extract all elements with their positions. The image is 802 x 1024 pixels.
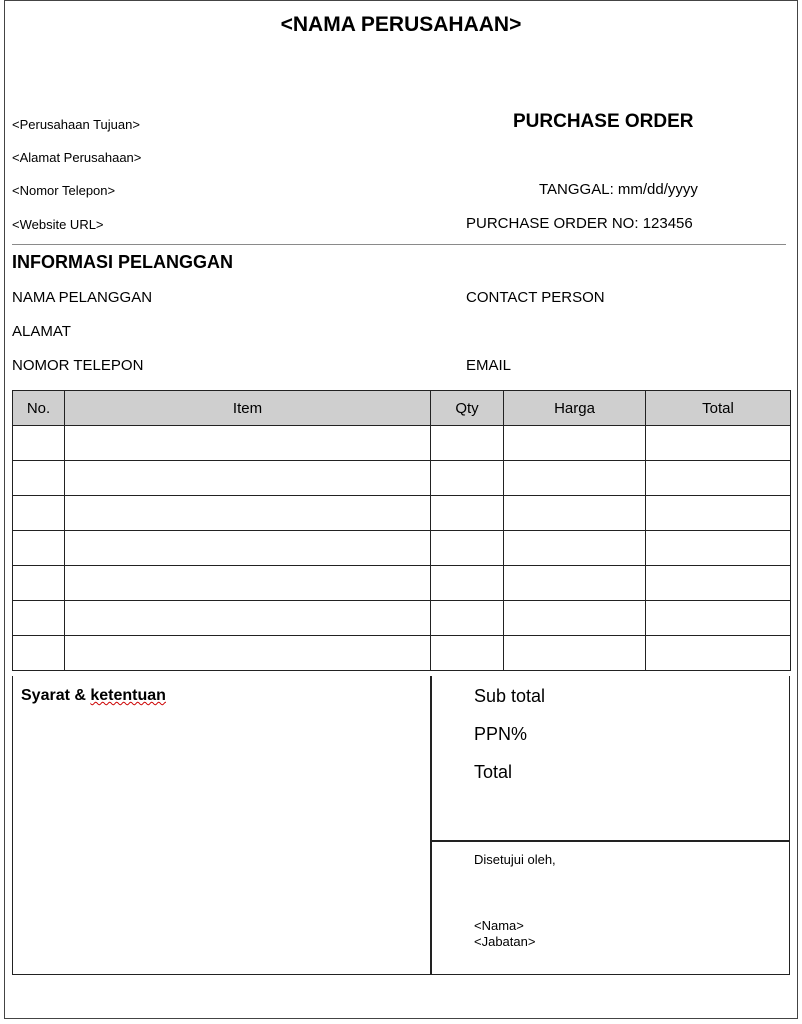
table-cell: [65, 531, 431, 566]
subtotal-label: Sub total: [474, 686, 546, 706]
contact-person-label: CONTACT PERSON: [466, 289, 605, 306]
table-row: [13, 636, 791, 671]
table-cell: [646, 601, 791, 636]
column-header-harga: Harga: [504, 391, 646, 426]
customer-section-title: INFORMASI PELANGGAN: [12, 252, 234, 272]
table-cell: [431, 461, 504, 496]
recipient-company: <Perusahaan Tujuan>: [12, 117, 140, 132]
date-line: TANGGAL: mm/dd/yyyy: [539, 181, 698, 198]
table-cell: [13, 461, 65, 496]
table-cell: [431, 496, 504, 531]
table-cell: [646, 636, 791, 671]
terms-summary-box: [12, 676, 790, 975]
table-cell: [13, 636, 65, 671]
table-cell: [646, 566, 791, 601]
table-cell: [646, 531, 791, 566]
customer-address-label: ALAMAT: [12, 323, 71, 340]
column-header-item: Item: [65, 391, 431, 426]
table-row: [13, 426, 791, 461]
customer-name-label: NAMA PELANGGAN: [12, 289, 153, 306]
table-row: [13, 496, 791, 531]
table-cell: [65, 461, 431, 496]
approved-by-label: Disetujui oleh,: [474, 852, 556, 867]
table-cell: [13, 426, 65, 461]
terms-title-prefix: Syarat &: [21, 687, 91, 704]
approval-divider: [430, 840, 790, 842]
table-cell: [431, 566, 504, 601]
document-title: PURCHASE ORDER: [513, 111, 694, 132]
table-cell: [431, 426, 504, 461]
bottom-column-divider: [430, 676, 432, 975]
table-cell: [65, 496, 431, 531]
table-row: [13, 461, 791, 496]
recipient-website: <Website URL>: [12, 217, 104, 232]
table-cell: [646, 461, 791, 496]
header-divider: [12, 244, 786, 245]
total-label: Total: [474, 762, 513, 782]
column-header-qty: Qty: [431, 391, 504, 426]
approver-position: <Jabatan>: [474, 934, 536, 949]
terms-title-word: ketentuan: [90, 687, 166, 704]
table-row: [13, 531, 791, 566]
recipient-address: <Alamat Perusahaan>: [12, 150, 142, 165]
tax-label: PPN%: [474, 724, 528, 744]
recipient-phone: <Nomor Telepon>: [12, 183, 116, 198]
table-cell: [504, 461, 646, 496]
table-cell: [504, 636, 646, 671]
table-cell: [65, 426, 431, 461]
table-cell: [13, 601, 65, 636]
table-cell: [431, 601, 504, 636]
customer-phone-label: NOMOR TELEPON: [12, 357, 144, 374]
table-cell: [504, 601, 646, 636]
table-cell: [504, 426, 646, 461]
company-name: <NAMA PERUSAHAAN>: [280, 13, 522, 36]
table-cell: [13, 496, 65, 531]
table-row: [13, 601, 791, 636]
table-header-row: [13, 391, 791, 426]
column-header-total: Total: [646, 391, 791, 426]
table-cell: [13, 566, 65, 601]
table-cell: [504, 496, 646, 531]
po-number-line: PURCHASE ORDER NO: 123456: [466, 215, 693, 232]
table-cell: [504, 531, 646, 566]
items-table: [12, 390, 791, 671]
table-cell: [13, 531, 65, 566]
table-cell: [431, 531, 504, 566]
table-cell: [65, 566, 431, 601]
table-row: [13, 566, 791, 601]
table-cell: [431, 636, 504, 671]
table-cell: [646, 496, 791, 531]
approver-name: <Nama>: [474, 918, 524, 933]
table-cell: [65, 601, 431, 636]
table-cell: [65, 636, 431, 671]
table-cell: [646, 426, 791, 461]
column-header-no: No.: [13, 391, 65, 426]
customer-email-label: EMAIL: [466, 357, 512, 374]
table-cell: [504, 566, 646, 601]
terms-title: [21, 687, 166, 705]
